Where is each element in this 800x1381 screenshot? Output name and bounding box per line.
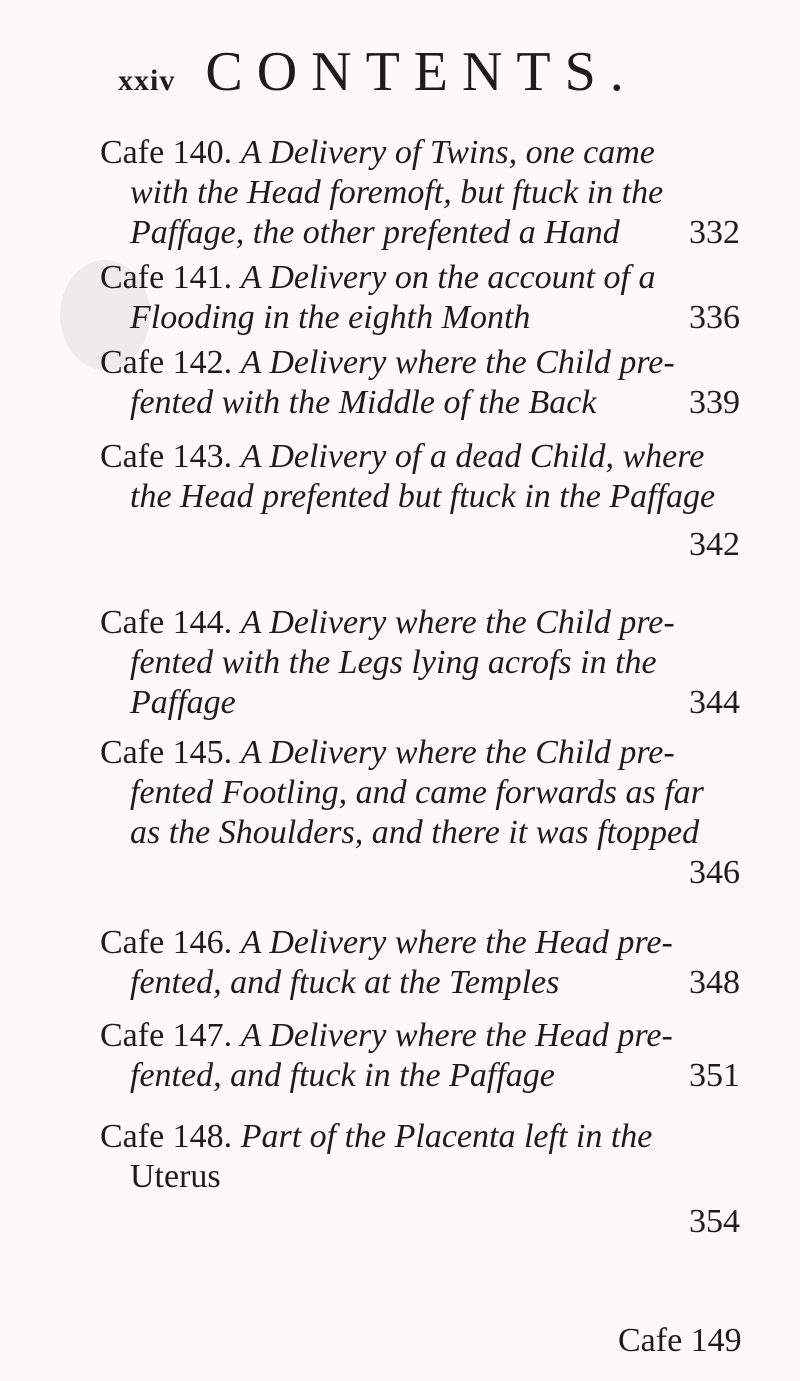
page-reference: 351 [689,1057,740,1094]
case-number: Cafe 143. [100,438,233,475]
contents-entry [100,1016,740,1096]
case-title: A Delivery where the Child pre- [240,344,675,381]
page-reference: 332 [689,214,740,251]
contents-entry [100,133,740,253]
contents-entry [100,258,740,338]
contents-entry [100,923,740,1003]
contents-entry [100,733,740,893]
case-number: Cafe 142. [100,344,233,381]
contents-entry [100,1117,740,1242]
contents-entry [100,603,740,723]
case-title: A Delivery where the Child pre- [240,734,675,771]
contents-entry [100,343,740,423]
case-title-cont: Uterus [130,1158,221,1195]
case-title-cont: as the Shoulders, and there it was ftopped [130,814,700,851]
case-title: A Delivery where the Head pre- [240,1017,673,1054]
case-title-cont: Paffage, the other prefented a Hand [130,214,620,251]
page-number: xxiv [118,64,176,97]
page-reference: 339 [689,384,740,421]
case-number: Cafe 148. [100,1118,233,1155]
page-reference: 342 [689,526,740,563]
case-title-cont: fented with the Middle of the Back [130,384,597,421]
contents-entry [100,437,740,565]
page-reference: 336 [689,299,740,336]
case-title-cont: fented Footling, and came forwards as far [130,774,704,811]
case-title: A Delivery of Twins, one came [240,134,655,171]
case-title: A Delivery of a dead Child, where [240,438,705,475]
case-title: A Delivery where the Child pre- [240,604,675,641]
case-number: Cafe 140. [100,134,233,171]
case-title: Part of the Placenta left in the [240,1118,653,1155]
case-number: Cafe 146. [100,924,233,961]
case-number: Cafe 145. [100,734,233,771]
case-title-cont: fented, and ftuck at the Temples [130,964,560,1001]
case-title-cont: with the Head foremoft, but ftuck in the [130,174,664,211]
case-title: A Delivery where the Head pre- [240,924,673,961]
case-title-cont: the Head prefented but ftuck in the Paffage [130,478,716,515]
case-title-cont: fented with the Legs lying acrofs in the [130,644,657,681]
case-title: A Delivery on the account of a [240,259,656,296]
page-reference: 346 [689,854,740,891]
case-number: Cafe 141. [100,259,233,296]
page-reference: 354 [689,1203,740,1240]
page-header [118,40,638,103]
running-head: CONTENTS. [205,41,638,103]
catchword: Cafe 149 [618,1322,742,1359]
case-title-cont: Flooding in the eighth Month [130,299,531,336]
case-number: Cafe 147. [100,1017,233,1054]
case-title-cont: fented, and ftuck in the Paffage [130,1057,555,1094]
page-reference: 344 [689,684,740,721]
case-number: Cafe 144. [100,604,233,641]
page-reference: 348 [689,964,740,1001]
case-title-cont: Paffage [130,684,236,721]
